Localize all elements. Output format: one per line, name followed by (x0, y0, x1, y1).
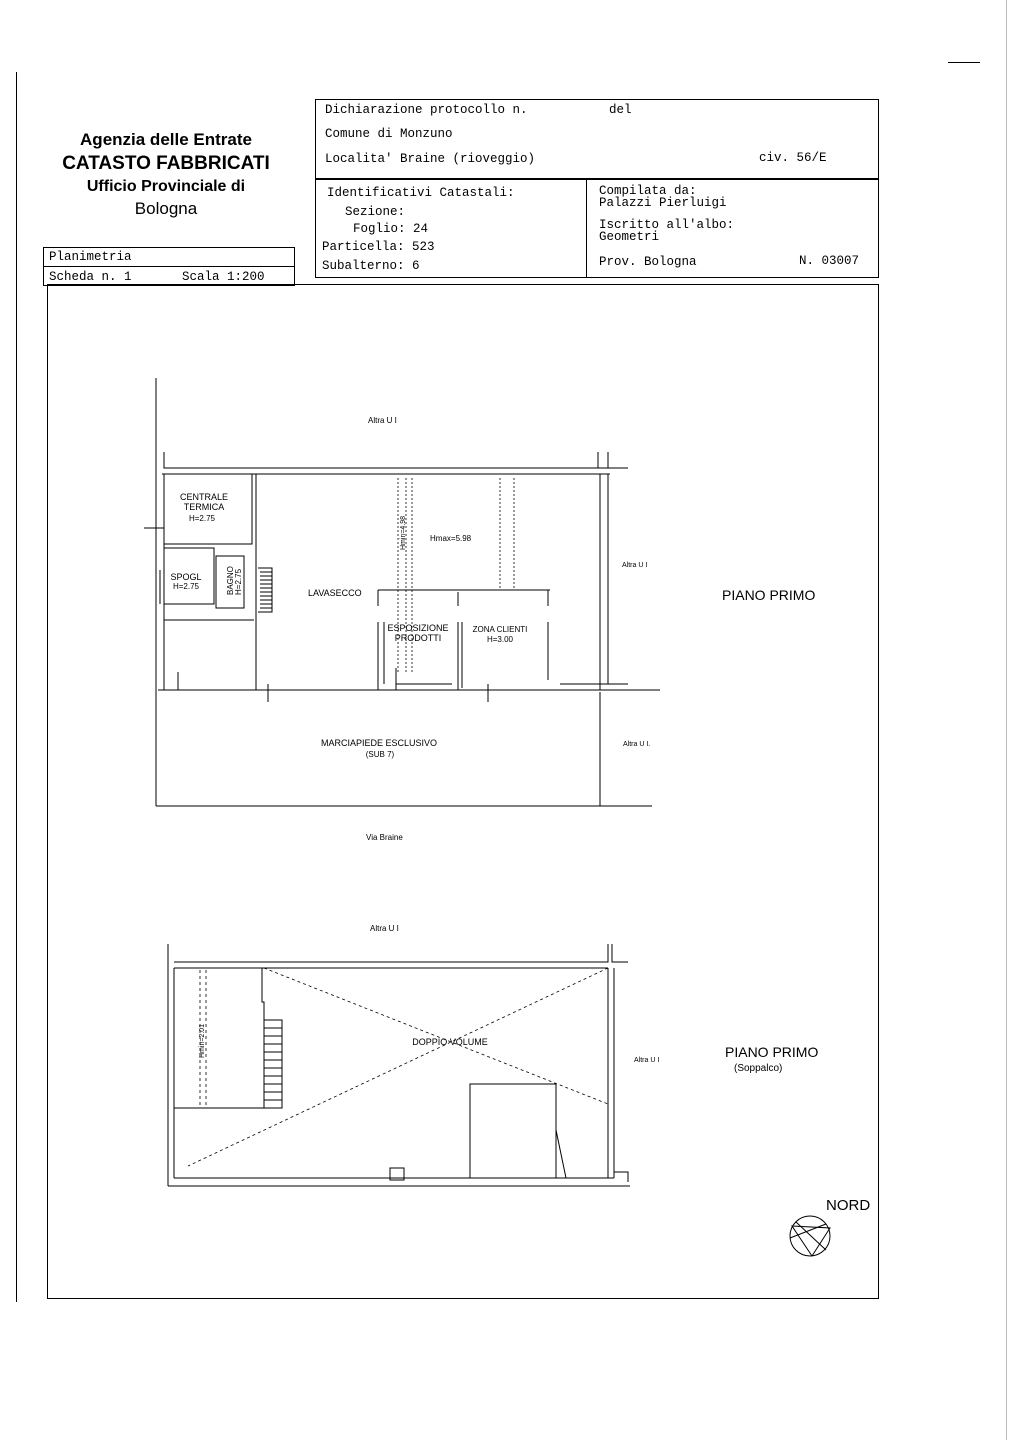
room-esposizione: ESPOSIZIONE (387, 623, 449, 633)
particella-label: Particella: 523 (322, 240, 435, 254)
ground-level-title: PIANO PRIMO (722, 587, 816, 603)
marciapiede-label: MARCIAPIEDE ESCLUSIVO (320, 738, 438, 748)
prov-label: Prov. Bologna (599, 255, 697, 269)
civ-label: civ. 56/E (759, 151, 827, 165)
room-bagno: BAGNO (226, 566, 235, 595)
room-centrale: CENTRALE (179, 492, 229, 502)
compass-label: NORD (826, 1197, 871, 1214)
ground-altra-right: Altra U I (622, 562, 648, 569)
ground-hmax: Hmax=5.98 (430, 534, 472, 543)
scale-label: Scala 1:200 (182, 270, 265, 284)
upper-hmin: Hmin=2.01 (199, 1023, 206, 1058)
room-termica: TERMICA (183, 502, 225, 512)
protocollo-label: Dichiarazione protocollo n. (325, 103, 528, 117)
planimetria-label: Planimetria (49, 250, 132, 264)
identificativi-title: Identificativi Catastali: (327, 186, 515, 200)
upper-altra-top: Altra U I (370, 924, 399, 933)
spogl-height: H=2.75 (172, 582, 200, 591)
upper-altra-right: Altra U I (634, 1057, 660, 1064)
sub7-label: (SUB 7) (365, 750, 395, 759)
compilata-title: Compilata da: (599, 184, 697, 198)
sezione-label: Sezione: (345, 205, 406, 219)
agency-name: Agenzia delle Entrate (80, 130, 252, 149)
doppio-volume-label: DOPPIO VOLUME (412, 1037, 488, 1047)
ufficio-label: Ufficio Provinciale di (86, 178, 246, 195)
albo-number: N. 03007 (799, 254, 860, 268)
albo-label: Geometri (599, 230, 660, 244)
foglio-label: Foglio: 24 (353, 222, 429, 236)
room-lavasecco: LAVASECCO (308, 588, 362, 598)
subalterno-label: Subalterno: 6 (322, 259, 420, 273)
provincia-label: Bologna (134, 199, 198, 218)
iscritto-label: Iscritto all'albo: (599, 218, 735, 232)
ground-altra-right2: Altra U I. (623, 741, 651, 748)
comune-label: Comune di Monzuno (325, 127, 453, 141)
upper-plan-double-volume-cross (188, 968, 608, 1166)
room-spogl: SPOGL (170, 572, 202, 582)
upper-plan-walls (168, 944, 630, 1186)
bagno-height: H=2.75 (234, 568, 243, 595)
street-label: Via Braine (366, 833, 403, 842)
centrale-height: H=2.75 (188, 514, 216, 523)
compilata-name: Palazzi Pierluigi (599, 196, 727, 210)
del-label: del (609, 103, 632, 117)
ground-altra-top: Altra U I (368, 416, 397, 425)
upper-level-title: PIANO PRIMO (725, 1044, 819, 1060)
upper-level-subtitle: (Soppalco) (734, 1063, 783, 1074)
ground-hmin: Hmin=4.98 (400, 515, 407, 550)
north-compass-symbol (790, 1216, 830, 1256)
zona-clienti-height: H=3.00 (486, 635, 514, 644)
room-zona-clienti: ZONA CLIENTI (472, 625, 528, 634)
localita-label: Localita' Braine (rioveggio) (325, 152, 536, 166)
room-prodotti: PRODOTTI (394, 633, 442, 643)
scheda-number: Scheda n. 1 (49, 270, 132, 284)
catasto-title: CATASTO FABBRICATI (62, 153, 270, 174)
